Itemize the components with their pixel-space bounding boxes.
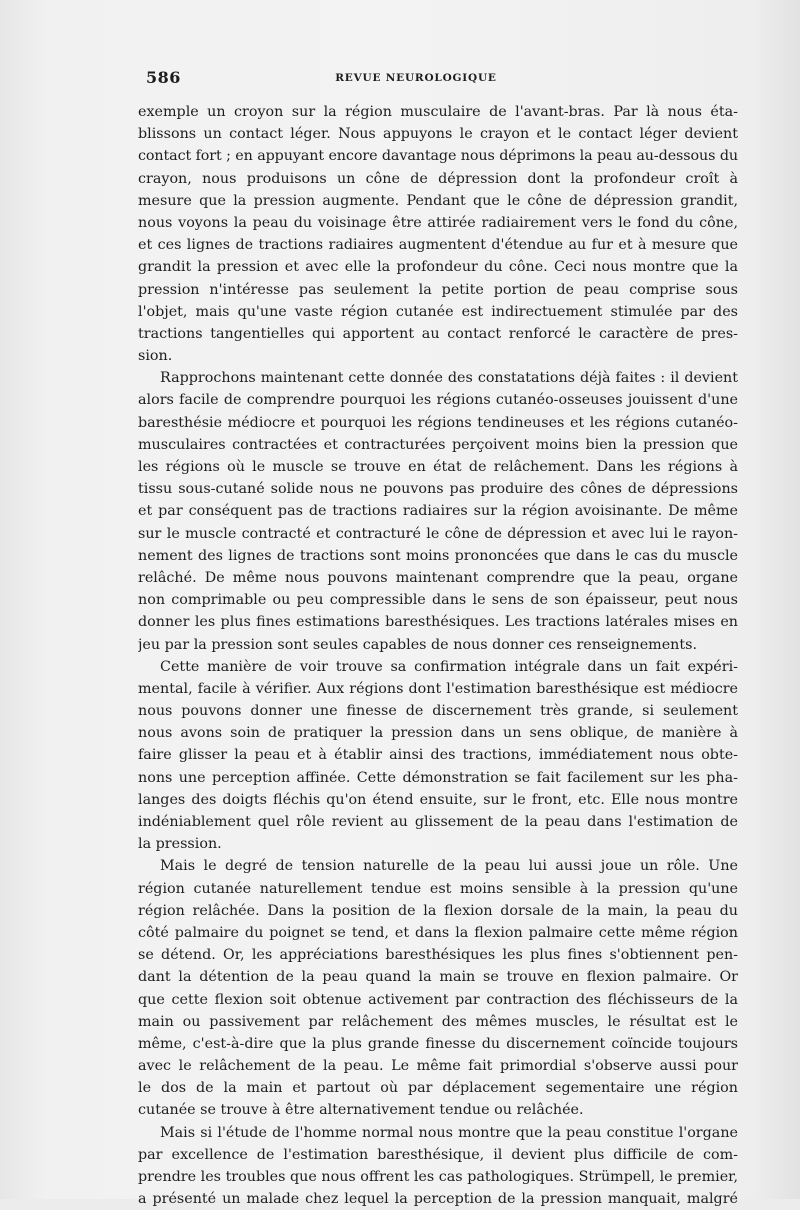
text-line: mental, facile à vérifier. Aux régions dont l'estimation baresthésique est médiocre xyxy=(138,680,738,697)
text-line: a présenté un malade chez lequel la perception de la pression manquait, malgré xyxy=(138,1191,738,1208)
text-line: l'objet, mais qu'une vaste région cutanée est indirectuement stimulée par des xyxy=(138,303,738,320)
text-line: nous avons soin de pratiquer la pression dans un sens oblique, de manière à xyxy=(138,725,738,742)
text-line: indéniablement quel rôle revient au glissement de la peau dans l'estimation de xyxy=(138,814,738,830)
text-line: tractions tangentielles qui apportent au contact renforcé le caractère de pres- xyxy=(138,325,738,342)
text-line: relâché. De même nous pouvons maintenant comprendre que la peau, organe xyxy=(138,569,738,586)
body-text xyxy=(138,101,738,1210)
page-number: 586 xyxy=(146,68,181,87)
running-title: REVUE NEUROLOGIQUE xyxy=(335,72,497,84)
text-line: crayon, nous produisons un cône de dépression dont la profondeur croît à xyxy=(138,170,738,187)
text-line: main ou passivement par relâchement des mêmes muscles, le résultat est le xyxy=(138,1013,738,1030)
text-line: contact fort ; en appuyant encore davantage nous déprimons la peau au-dessous du xyxy=(138,148,738,165)
text-line: alors facile de comprendre pourquoi les régions cutanéo-osseuses jouissent d'une xyxy=(138,392,738,409)
text-line: cutanée se trouve à être alternativement tendue ou relâchée. xyxy=(138,1102,584,1119)
text-line: région relâchée. Dans la position de la flexion dorsale de la main, la peau du xyxy=(138,902,738,919)
text-line: nons une perception affinée. Cette démonstration se fait facilement sur les pha- xyxy=(138,769,738,786)
text-line: la pression. xyxy=(138,836,222,853)
page-header xyxy=(146,68,726,90)
text-line: nement des lignes de tractions sont moins prononcées que dans le cas du muscle xyxy=(138,547,738,564)
text-line: blissons un contact léger. Nous appuyons le crayon et le contact léger devient xyxy=(138,126,738,143)
text-line: musculaires contractées et contracturées perçoivent moins bien la pression que xyxy=(138,436,738,453)
text-line: non comprimable ou peu compressible dans le sens de son épaisseur, peut nous xyxy=(138,592,738,609)
text-line: Mais si l'étude de l'homme normal nous montre que la peau constitue l'organe xyxy=(160,1124,738,1141)
text-line: par excellence de l'estimation baresthésique, il devient plus difficile de com- xyxy=(138,1146,738,1163)
text-line: nous voyons la peau du voisinage être attirée radiairement vers le fond du cône, xyxy=(138,214,738,231)
text-line: pression n'intéresse pas seulement la petite portion de peau comprise sous xyxy=(138,281,738,298)
text-line: sion. xyxy=(138,348,173,365)
text-line: prendre les troubles que nous offrent les cas pathologiques. Strümpell, le premier, xyxy=(138,1169,738,1185)
text-line: Mais le degré de tension naturelle de la peau lui aussi joue un rôle. Une xyxy=(160,858,738,875)
text-line: côté palmaire du poignet se tend, et dans la flexion palmaire cette même région xyxy=(138,924,738,941)
text-line: langes des doigts fléchis qu'on étend ensuite, sur le front, etc. Elle nous montre xyxy=(138,791,738,808)
text-line: donner les plus fines estimations baresthésiques. Les tractions latérales mises en xyxy=(138,614,738,631)
text-line: se détend. Or, les appréciations baresthésiques les plus fines s'obtiennent pen- xyxy=(138,947,738,964)
text-line: et ces lignes de tractions radiaires augmentent d'étendue au fur et à mesure que xyxy=(138,237,738,254)
text-line: le dos de la main et partout où par déplacement segementaire une région xyxy=(138,1080,738,1097)
text-line: région cutanée naturellement tendue est moins sensible à la pression qu'une xyxy=(138,880,738,897)
text-line: jeu par la pression sont seules capables de nous donner ces renseignements. xyxy=(138,636,698,653)
text-line: baresthésie médiocre et pourquoi les régions tendineuses et les régions cutanéo- xyxy=(138,414,738,431)
text-line: mesure que la pression augmente. Pendant que le cône de dépression grandit, xyxy=(138,192,738,209)
text-line: et par conséquent pas de tractions radiaires sur la région avoisinante. De même xyxy=(138,503,738,520)
text-line: tissu sous-cutané solide nous ne pouvons pas produire des cônes de dépressions xyxy=(138,481,738,498)
text-line: que cette flexion soit obtenue activement par contraction des fléchisseurs de la xyxy=(138,991,738,1008)
text-line: faire glisser la peau et à établir ainsi des tractions, immédiatement nous obte- xyxy=(138,747,738,764)
text-line: dant la détention de la peau quand la main se trouve en flexion palmaire. Or xyxy=(138,969,738,986)
text-line: nous pouvons donner une finesse de discernement très grande, si seulement xyxy=(138,703,738,720)
text-line: exemple un croyon sur la région musculaire de l'avant-bras. Par là nous éta- xyxy=(138,104,738,120)
text-line: Cette manière de voir trouve sa confirmation intégrale dans un fait expéri- xyxy=(160,658,738,675)
text-line: même, c'est-à-dire que la plus grande finesse du discernement coïncide toujours xyxy=(138,1035,738,1052)
text-line: grandit la pression et avec elle la profondeur du cône. Ceci nous montre que la xyxy=(138,259,738,276)
text-line: Rapprochons maintenant cette donnée des constatations déjà faites : il devient xyxy=(160,370,738,387)
text-line: sur le muscle contracté et contracturé le cône de dépression et avec lui le rayon- xyxy=(138,525,738,542)
text-line: avec le relâchement de la peau. Le même fait primordial s'observe aussi pour xyxy=(138,1058,738,1075)
text-line: les régions où le muscle se trouve en état de relâchement. Dans les régions à xyxy=(138,459,738,475)
